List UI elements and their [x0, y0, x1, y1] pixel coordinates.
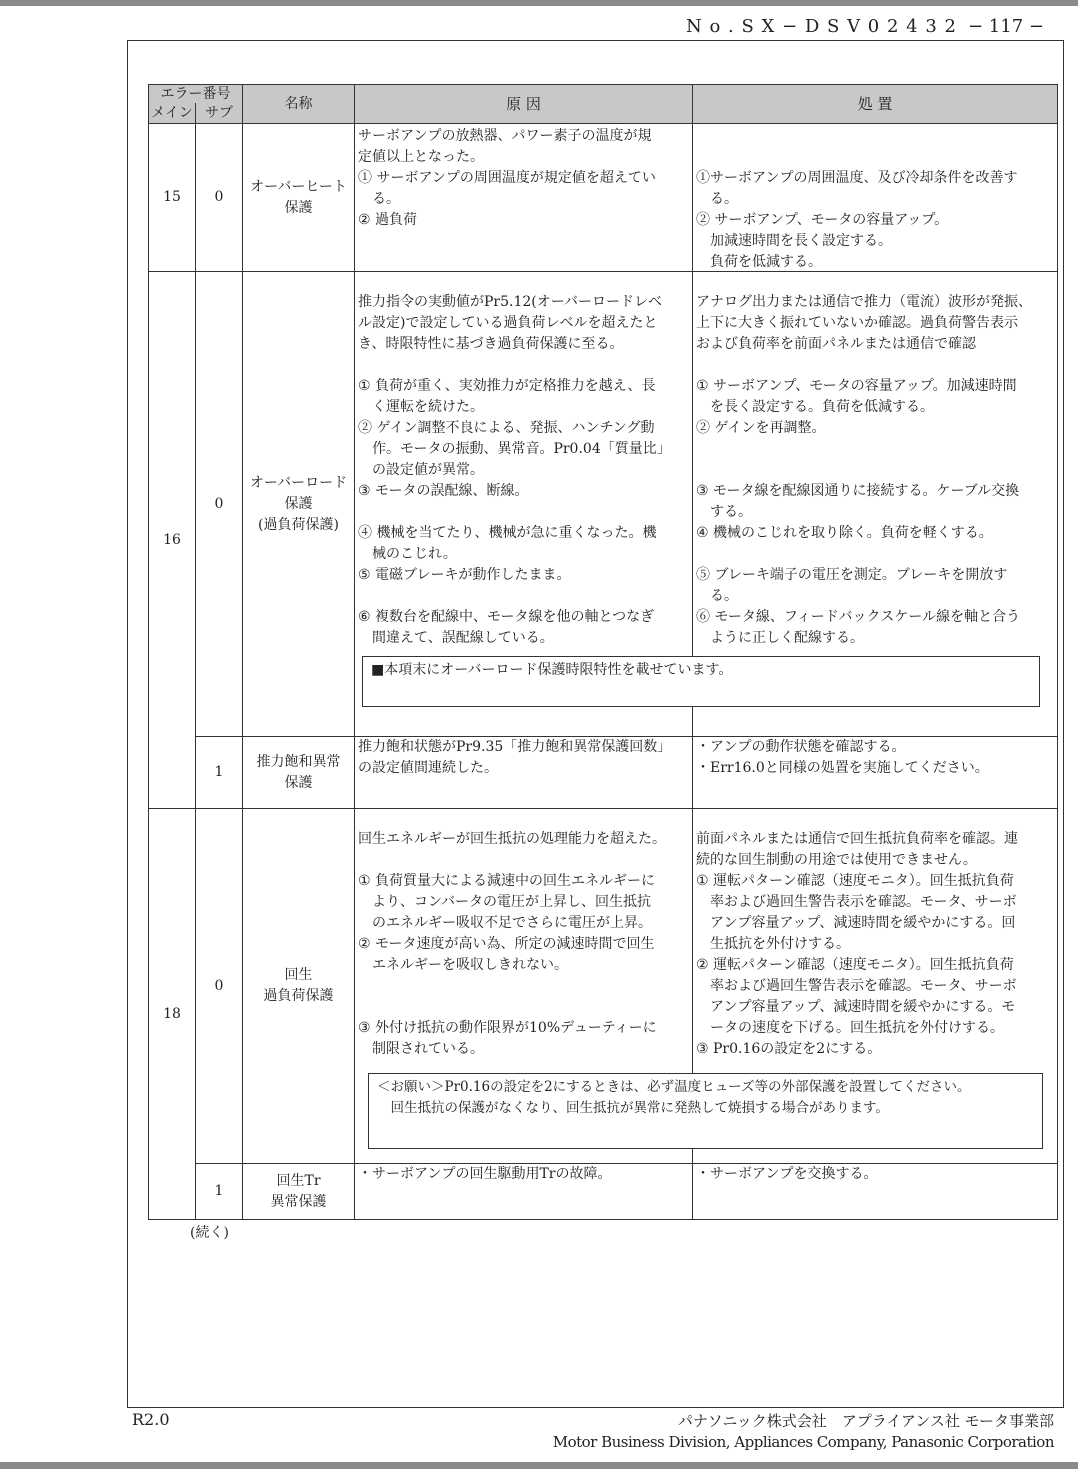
- cause-cell: 推力指令の実動値がPr5.12(オーバーロードレベ ル設定)で設定している過負荷レベルを超えたと き、時限特性に基づき過負荷保護に至る。 ① 負荷が重く、実効推力が定格推力を越え、長 く運転を続けた。 ② ゲイン調整不良による、発振、ハンチング動 作。モータの振動、異常音。Pr0.04「質量比」 の設定値が異常。 ③ モータの誤配線、断線。 ④ 機械を当てたり、機械が急に重くなった。機 械のこじれ。 ⑤ 電磁ブレーキが動作したまま。 ⑥ 複数台を配線中、モータ線を他の軸とつなぎ 間違えて、誤配線している。: [354, 271, 693, 737]
- company-english: Motor Business Division, Appliances Company, Panasonic Corporation: [552, 1433, 1054, 1451]
- company-japanese: パナソニック株式会社 アプライアンス社 モータ事業部: [677, 1412, 1054, 1430]
- header-error-no-label: エラー番号: [160, 86, 231, 102]
- cause-cell: 回生エネルギーが回生抵抗の処理能力を超えた。 ① 負荷質量大による減速中の回生エネルギーに より、コンバータの電圧が上昇し、回生抵抗 のエネルギー吸収不足でさらに電圧が上昇。 ② モータ速度が高い為、所定の減速時間で回生 エネルギーを吸収しきれない。 ③ 外付け抵抗の動作限界が10%デューティーに 制限されている。: [354, 808, 693, 1164]
- main-cell: [148, 808, 196, 1220]
- header-name-label: 名称: [284, 95, 313, 112]
- header-main: [148, 103, 196, 124]
- bottom-bar: [0, 1462, 1078, 1469]
- sub-cell: [195, 1163, 243, 1220]
- name-cell: [242, 271, 355, 737]
- name-cell: [242, 736, 355, 809]
- note-box: ■本項末にオーバーロード保護時限特性を載せています。: [362, 656, 1040, 707]
- cause-cell: サーボアンプの放熱器、パワー素子の温度が規 定値以上となった。 ① サーボアンプの周囲温度が規定値を超えてい る。 ② 過負荷: [354, 123, 693, 272]
- sub-number: 0: [214, 189, 224, 205]
- sub-number: 0: [214, 977, 224, 994]
- sub-cell: [195, 808, 243, 1164]
- error-name: 推力飽和異常 保護: [256, 753, 341, 791]
- main-cell: [148, 123, 196, 272]
- header-main-label: メイン: [151, 104, 193, 121]
- action-cell: ・サーボアンプを交換する。: [692, 1163, 1058, 1220]
- sub-number: 1: [214, 1183, 224, 1199]
- sub-number: 1: [214, 764, 224, 780]
- main-number: 16: [163, 531, 181, 548]
- header-cause: [354, 84, 693, 124]
- sub-cell: [195, 271, 243, 737]
- sub-number: 0: [214, 495, 224, 512]
- header-cause-label: 原 因: [506, 94, 541, 113]
- error-name: オーバーヒート 保護: [250, 178, 347, 216]
- error-name: 回生Tr 異常保護: [270, 1172, 327, 1210]
- header-action-label: 処 置: [857, 94, 893, 113]
- action-cell: 前面パネルまたは通信で回生抵抗負荷率を確認。連 続的な回生制動の用途では使用できません。 ① 運転パターン確認（速度モニタ）。回生抵抗負荷 率および過回生警告表示を確認。モータ、サーボ アンプ容量アップ、減速時間を緩やかにする。回 生抵抗を外付けする。 ② 運転パターン確認（速度モニタ）。回生抵抗負荷 率および過回生警告表示を確認。モータ、サーボ アンプ容量アップ、減速時間を緩やかにする。モ ータの速度を下げる。回生抵抗を外付けする。 ③ Pr0.16の設定を2にする。: [692, 808, 1058, 1164]
- header-name: [242, 84, 355, 124]
- header-sub-label: サブ: [205, 104, 233, 121]
- continued-label: (続く): [190, 1225, 229, 1241]
- note-box: ＜お願い＞Pr0.16の設定を2にするときは、必ず温度ヒューズ等の外部保護を設置してください。 回生抵抗の保護がなくなり、回生抵抗が異常に発熱して焼損する場合があります。: [368, 1073, 1043, 1149]
- action-cell: ①サーボアンプの周囲温度、及び冷却条件を改善す る。 ② サーボアンプ、モータの容量アップ。 加減速時間を長く設定する。 負荷を低減する。: [692, 123, 1058, 272]
- sub-cell: [195, 123, 243, 272]
- cause-cell: 推力飽和状態がPr9.35「推力飽和異常保護回数」 の設定値間連続した。: [354, 736, 693, 809]
- main-cell: [148, 271, 196, 809]
- error-name: 回生 過負荷保護: [263, 967, 334, 1004]
- main-number: 18: [163, 1005, 181, 1022]
- document-number: N o . S X − D S V 0 2 4 3 2: [686, 16, 957, 37]
- action-cell: ・アンプの動作状態を確認する。 ・Err16.0と同様の処置を実施してください。: [692, 736, 1058, 809]
- name-cell: [242, 808, 355, 1164]
- header-error-no: [148, 84, 243, 104]
- header-action: [692, 84, 1058, 124]
- top-bar: [0, 0, 1078, 6]
- action-cell: アナログ出力または通信で推力（電流）波形が発振、 上下に大きく振れていないか確認。過負荷警告表示 および負荷率を前面パネルまたは通信で確認 ① サーボアンプ、モータの容量アップ。加減速時間 を長く設定する。負荷を低減する。 ② ゲインを再調整。 ③ モータ線を配線図通りに接続する。ケーブル交換 する。 ④ 機械のこじれを取り除く。負荷を軽くする。 ⑤ ブレーキ端子の電圧を測定。ブレーキを開放す る。 ⑥ モータ線、フィードバックスケール線を軸と合う ように正しく配線する。: [692, 271, 1058, 737]
- page-number: − 117 −: [968, 16, 1044, 37]
- revision: R2.0: [132, 1410, 170, 1429]
- name-cell: [242, 123, 355, 272]
- main-number: 15: [163, 189, 181, 205]
- header-sub: [195, 103, 243, 124]
- error-name: オーバーロード 保護 (過負荷保護): [249, 474, 348, 533]
- sub-cell: [195, 736, 243, 809]
- cause-cell: ・サーボアンプの回生駆動用Trの故障。: [354, 1163, 693, 1220]
- name-cell: [242, 1163, 355, 1220]
